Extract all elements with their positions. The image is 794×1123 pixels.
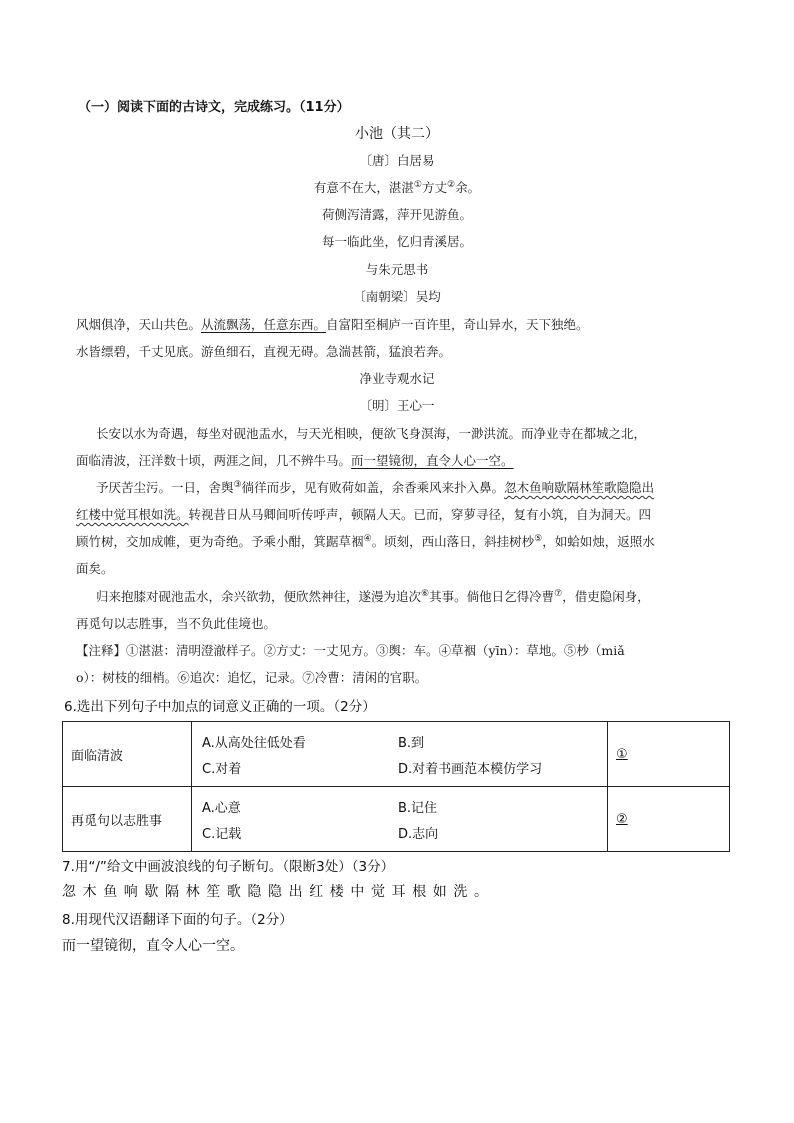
essay-author: 〔明〕王心一 <box>359 398 435 413</box>
answer-blank-1[interactable]: ① <box>616 746 628 762</box>
essay-p3-line-1: 归来抱膝对砚池盂水，余兴欲勃，便欣然神往，遂漫为追次⑥其事。倘他日乞得冷曹⑦，借吏隐闲身， <box>96 588 650 604</box>
option-d: D.志向 <box>398 826 439 842</box>
option-d: D.对着书画范本模仿学习 <box>398 761 543 777</box>
question-7-sentence: 忽木鱼响歇隔林笙歌隐隐出红楼中觉耳根如洗。 <box>62 884 495 900</box>
essay-title: 净业寺观水记 <box>359 371 435 386</box>
section-title: （一）阅读下面的古诗文，完成练习。（11分） <box>78 100 350 115</box>
notes-line-1: 【注释】①湛湛：清明澄澈样子。②方丈：一丈见方。③舆：车。④草裀（yīn）：草地。⑤杪（miǎ <box>76 643 625 658</box>
table-row <box>63 787 730 852</box>
answer-cell[interactable] <box>608 787 730 852</box>
essay-p3-line-2: 再觅句以志胜事，当不负此佳境也。 <box>76 616 277 631</box>
option-b: B.到 <box>398 735 425 751</box>
answer-blank-2[interactable]: ② <box>616 811 628 827</box>
letter-paragraph-2: 水皆缥碧，千丈见底。游鱼细石，直视无碍。急湍甚箭，猛浪若奔。 <box>76 344 452 359</box>
poem-line-3: 每一临此坐，忆归青溪居。 <box>321 234 472 249</box>
table-row <box>63 722 730 787</box>
essay-p2-line-3: 顾竹树，交加成帷，更为奇绝。予乘小酣，箕踞草裀④。顷刻，西山落日，斜挂树杪⑤，如蛤如烛，返照水 <box>76 533 655 549</box>
notes-line-2: o）：树枝的细梢。⑥追次：追忆，记录。⑦冷曹：清闲的官职。 <box>76 670 428 685</box>
term-cell: 面临清波 <box>63 722 192 787</box>
answer-cell[interactable] <box>608 722 730 787</box>
poem-line-2: 荷侧泻清露，萍开见游鱼。 <box>321 207 472 222</box>
question-8-sentence: 而一望镜彻，直令人心一空。 <box>62 938 244 954</box>
question-8-stem: 8.用现代汉语翻译下面的句子。（2分） <box>62 912 293 928</box>
question-7-stem: 7.用“/”给文中画波浪线的句子断句。（限断3处）（3分） <box>62 859 395 875</box>
term-cell: 再觅句以志胜事 <box>63 787 192 852</box>
poem-title: 小池（其二） <box>355 126 439 142</box>
poem-line-1: 有意不在大，湛湛①方丈②余。 <box>313 179 481 195</box>
essay-p2-line-4: 面矣。 <box>76 561 114 576</box>
wavy-underlined-sentence: 红楼中觉耳根如洗。 <box>76 507 189 522</box>
wavy-underlined-sentence: 忽木鱼响歇隔林笙歌隐隐出 <box>504 480 655 495</box>
essay-p1-line-1: 长安以水为奇遇，每坐对砚池盂水，与天光相映，便欲飞身溟海，一渺洪流。而净业寺在都城之北， <box>96 426 647 441</box>
underlined-sentence: 从流飘荡，任意东西。 <box>201 317 327 332</box>
options-cell <box>192 787 608 852</box>
poem-author: 〔唐〕白居易 <box>359 153 435 168</box>
option-a: A.从高处往低处看 <box>202 735 306 751</box>
option-c: C.对着 <box>202 761 242 777</box>
letter-paragraph-1: 风烟俱净，天山共色。从流飘荡，任意东西。自富阳至桐庐一百许里，奇山异水，天下独绝。 <box>76 317 589 332</box>
option-a: A.心意 <box>202 800 241 816</box>
letter-author: 〔南朝梁〕吴均 <box>353 289 441 304</box>
essay-p1-line-2: 面临清波，汪洋数十顷，两涯之间，几不辨牛马。而一望镜彻，直令人心一空。 <box>76 453 514 468</box>
underlined-sentence: 而一望镜彻，直令人心一空。 <box>351 453 514 468</box>
option-c: C.记载 <box>202 826 242 842</box>
question-6-table <box>62 721 730 852</box>
letter-title: 与朱元思书 <box>365 262 429 277</box>
question-6-stem: 6.选出下列句子中加点的词意义正确的一项。（2分） <box>64 699 376 715</box>
option-b: B.记住 <box>398 800 438 816</box>
options-cell <box>192 722 608 787</box>
essay-p2-line-1: 予厌苦尘污。一日，舍舆③徜徉而步，见有败荷如盖，余香乘风来扑入鼻。忽木鱼响歇隔林笙歌隐隐出 <box>96 479 655 495</box>
essay-p2-line-2: 红楼中觉耳根如洗。转视昔日从马卿间听传呼声，顿隔人天。已而，穿萝寻径，复有小筑，自为洞天。四 <box>76 507 652 522</box>
